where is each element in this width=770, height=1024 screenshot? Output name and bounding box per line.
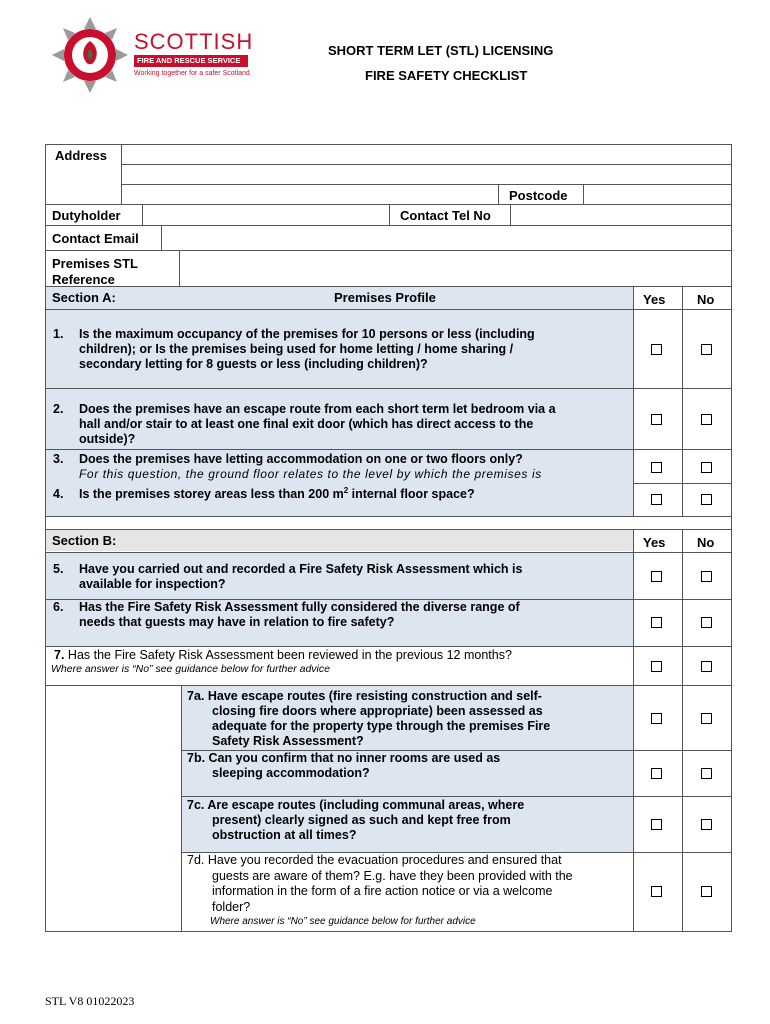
q3-yes-checkbox[interactable] [651, 462, 662, 473]
logo [50, 15, 255, 95]
question-1: 1. Is the maximum occupancy of the premises for 10 persons or less (including children); or Is the premises being used for home letting / home sharing / secondary letting for 8 guests or less (including children)? [53, 327, 535, 371]
q1-no-checkbox[interactable] [701, 344, 712, 355]
stl-ref-label: Premises STL Reference [52, 256, 138, 287]
question-7d-note: Where answer is “No” see guidance below for further advice [210, 916, 476, 927]
q3-no-checkbox[interactable] [701, 462, 712, 473]
section-b-label: Section B: [52, 533, 117, 548]
q7c-yes-checkbox[interactable] [651, 819, 662, 830]
q7-no-checkbox[interactable] [701, 661, 712, 672]
stl-ref-field[interactable] [180, 251, 732, 287]
address-label: Address [55, 148, 108, 163]
page-title: SHORT TERM LET (STL) LICENSING [328, 43, 554, 58]
q2-no-checkbox[interactable] [701, 414, 712, 425]
question-5: 5. Have you carried out and recorded a Fire Safety Risk Assessment which is available for inspection? [53, 562, 523, 591]
spacer-row [45, 517, 732, 529]
contact-tel-label: Contact Tel No [400, 208, 491, 223]
postcode-label: Postcode [509, 188, 568, 203]
question-3: 3. Does the premises have letting accommodation on one or two floors only? For this question, the ground floor relates to the level by which the premises is [53, 452, 631, 482]
org-name: SCOTTISH [134, 29, 254, 54]
question-7c: 7c. Are escape routes (including communal areas, where present) clearly signed as such and kept free from obstruction at all times? [187, 798, 525, 842]
section-a-label: Section A: [52, 290, 116, 305]
question-7-note: Where answer is “No” see guidance below for further advice [51, 663, 330, 675]
section-b-yes-header: Yes [643, 535, 666, 550]
q4-yes-checkbox[interactable] [651, 494, 662, 505]
q7a-yes-checkbox[interactable] [651, 713, 662, 724]
question-2: 2. Does the premises have an escape route from each short term let bedroom via a hall and/or stair to at least one final exit door (which has direct access to the outside)? [53, 402, 556, 446]
contact-tel-field[interactable] [511, 205, 732, 225]
question-7: 7. Has the Fire Safety Risk Assessment been reviewed in the previous 12 months? Where answer is “No” see guidance below for further advice [51, 648, 631, 676]
q6-yes-checkbox[interactable] [651, 617, 662, 628]
q2-yes-checkbox[interactable] [651, 414, 662, 425]
question-7b: 7b. Can you confirm that no inner rooms are used as sleeping accommodation? [187, 751, 501, 780]
question-7a: 7a. Have escape routes (fire resisting construction and self- closing fire doors where appropriate) been assessed as adequate for the property type through the premises Fire Safety Risk Assessment? [187, 689, 551, 748]
details-table [45, 144, 732, 287]
question-6: 6. Has the Fire Safety Risk Assessment fully considered the diverse range of needs that guests may have in relation to fire safety? [53, 600, 520, 629]
org-tagline: Working together for a safer Scotland [134, 70, 250, 77]
question-7d: 7d. Have you recorded the evacuation procedures and ensured that guests are aware of them? E.g. have they been provided with the information in the form of a fire action notice or via a welcome folder? Where answer is “No” see guidance below for further advice [187, 853, 627, 928]
fire-service-crest-icon [50, 15, 130, 95]
q7d-yes-checkbox[interactable] [651, 886, 662, 897]
question-3-note: For this question, the ground floor relates to the level by which the premises is [79, 467, 542, 481]
address-line-3[interactable] [122, 185, 498, 204]
q6-no-checkbox[interactable] [701, 617, 712, 628]
address-line-1[interactable] [122, 145, 732, 164]
section-a-table [45, 287, 732, 517]
q7-yes-checkbox[interactable] [651, 661, 662, 672]
page-subtitle: FIRE SAFETY CHECKLIST [365, 68, 528, 83]
section-b-table [45, 529, 732, 932]
question-4: 4. Is the premises storey areas less than 200 $m^2$ internal floor space? [53, 486, 475, 502]
q7b-no-checkbox[interactable] [701, 768, 712, 779]
dutyholder-label: Dutyholder [52, 208, 121, 223]
contact-email-label: Contact Email [52, 231, 139, 246]
address-line-2[interactable] [122, 165, 732, 184]
section-b-no-header: No [697, 535, 715, 550]
q4-no-checkbox[interactable] [701, 494, 712, 505]
section-a-no-header: No [697, 292, 715, 307]
section-a-yes-header: Yes [643, 292, 666, 307]
postcode-field[interactable] [584, 185, 732, 204]
q7b-yes-checkbox[interactable] [651, 768, 662, 779]
q5-no-checkbox[interactable] [701, 571, 712, 582]
q7d-no-checkbox[interactable] [701, 886, 712, 897]
dutyholder-field[interactable] [143, 205, 389, 225]
version-footer: STL V8 01022023 [45, 994, 135, 1008]
q5-yes-checkbox[interactable] [651, 571, 662, 582]
org-subtitle: FIRE AND RESCUE SERVICE [134, 55, 248, 67]
q7c-no-checkbox[interactable] [701, 819, 712, 830]
section-a-title: Premises Profile [334, 290, 436, 305]
q1-yes-checkbox[interactable] [651, 344, 662, 355]
contact-email-field[interactable] [162, 226, 732, 250]
q7a-no-checkbox[interactable] [701, 713, 712, 724]
